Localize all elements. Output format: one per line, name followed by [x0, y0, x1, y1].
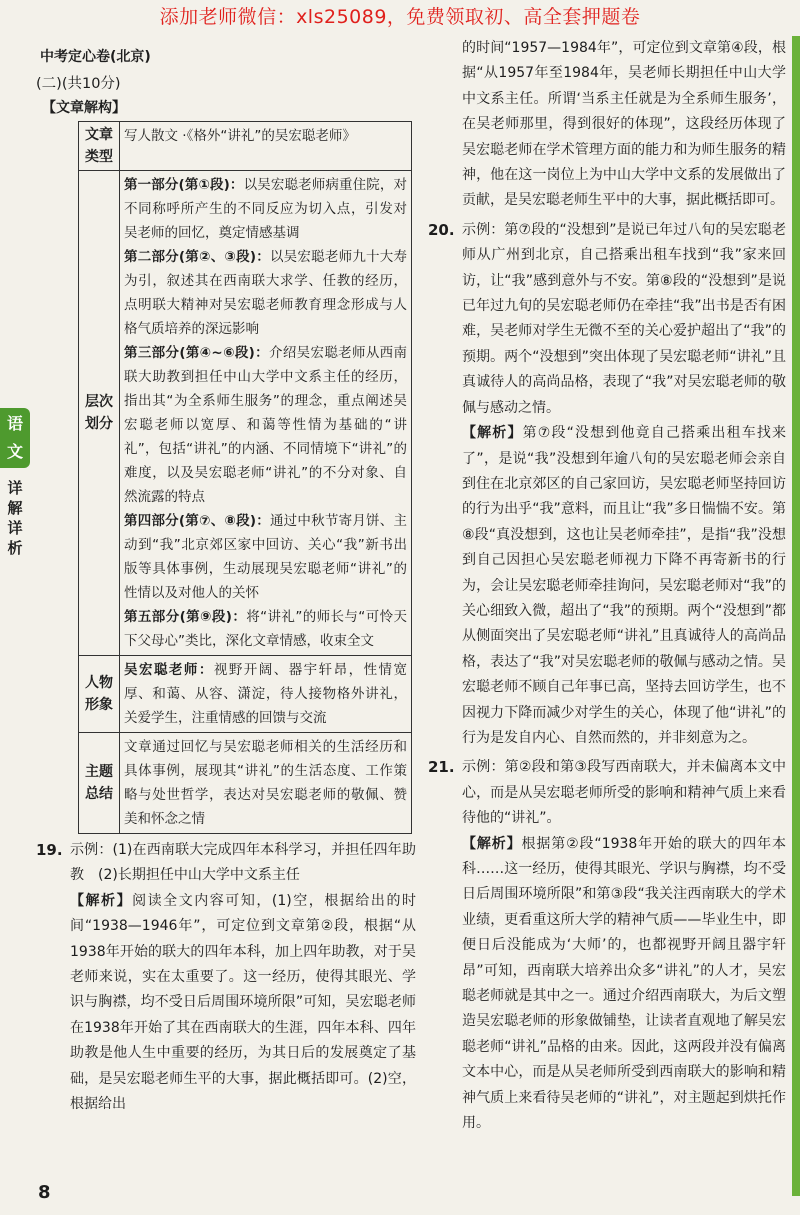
question-19-analysis: [70, 889, 416, 1118]
part-3-label: 第三部分(第④~⑥段)：: [124, 345, 270, 361]
part-5-label: 第五部分(第⑨段)：: [124, 609, 247, 625]
row-head-theme: 主题总结: [79, 733, 120, 834]
part-3: [124, 341, 407, 509]
question-19-number: 19.: [36, 841, 63, 859]
part-5: [124, 605, 407, 653]
row-value-type: [120, 122, 412, 171]
part-3-text: 介绍吴宏聪老师从西南联大助教到担任中山大学中文系主任的经历，指出其“为全系师生服务”的理念，重点阐述吴宏聪老师以宽厚、和蔼等性情为基础的“讲礼”，包括“讲礼”的内涵、不同情境下“讲礼”的难度，以及吴宏聪老师“讲礼”的不分对象、自然流露的特点: [124, 345, 408, 505]
row-value-layers: [120, 171, 412, 656]
question-20-answer: 示例：第⑦段的“没想到”是说已年过八旬的吴宏聪老师从广州到北京，自己搭乘出租车找到“我”家来回访，让“我”感到意外与不安。第⑧段的“没想到”是说已年过九旬的吴宏聪老师仍在牵挂“我”出书是否有困难，吴老师对学生无微不至的关心爱护超出了“我”的预期。两个“没想到”突出体现了吴宏聪老师“讲礼”且真诚待人的高尚品格，表现了“我”对吴宏聪老师的敬佩与感动之情。: [462, 221, 786, 416]
row-head-character: 人物形象: [79, 656, 120, 733]
question-21-number: 21.: [428, 758, 455, 777]
theme-text: 文章通过回忆与吴宏聪老师相关的生活经历和具体事例，展现其“讲礼”的生活态度、工作策略与处世哲学，表达对吴宏聪老师的敬佩、赞美和怀念之情: [124, 739, 407, 827]
structure-table: [78, 121, 412, 834]
question-19: [36, 838, 416, 1117]
part-5-text: 将“讲礼”的师长与“可怜天下父母心”类比，深化文章情感，收束全文: [124, 609, 407, 649]
page-edge-bar: [792, 36, 800, 1196]
question-21-answer: 示例：第②段和第③段写西南联大，并未偏离本文中心，而是从吴宏聪老师所受的影响和精神气质上来看待他的“讲礼”。: [462, 759, 786, 827]
row-value-character: [120, 656, 412, 733]
part-1-text: 以吴宏聪老师病重住院，对不同称呼所产生的不同反应为切入点，引发对吴老师的回忆，奠定情感基调: [124, 177, 408, 241]
section-title: (二)(共10分): [36, 76, 121, 92]
page-header: 中考定心卷(北京): [40, 49, 151, 65]
question-19-continued: [428, 36, 786, 214]
question-21-analysis-text: 根据第②段“1938年开始的联大的四年本科……这一经历，使得其眼光、学识与胸襟，均不受日后周围环境所限”和第③段“我关注西南联大的学术业绩，更看重这所大学的精神气质——毕业生中，即便日后没能成为‘大师’的，也都视野开阔且器宇轩昂”可知，西南联大培养出众多“讲礼”的人才，吴宏聪老师就是其中之一。通过介绍西南联大，为后文塑造吴宏聪老师的形象做铺垫，让读者直观地了解吴宏聪老师“讲礼”品格的由来。因此，这两段并没有偏离文本中心，而是从吴老师所受到西南联大的影响和精神气质上来看待吴老师的“讲礼”，对主题起到烘托作用。: [462, 835, 787, 1132]
question-20-number: 20.: [428, 220, 455, 239]
part-1: [124, 173, 407, 245]
subject-tab-char-1: 语: [6, 414, 23, 433]
table-row: [79, 733, 412, 834]
character-text: [124, 658, 407, 730]
structure-tag: 【文章解构】: [42, 100, 126, 116]
question-20-analysis-text: 第⑦段“没想到他竟自己搭乘出租车找来了”，是说“我”没想到年逾八旬的吴宏聪老师会亲自到住在北京郊区的自己家回访，吴宏聪老师坚持回访的行为出乎“我”意料，而且让“我”多日惴惴不安。第⑧段“真没想到，这也让吴老师牵挂”，是指“我”没想到自己因担心吴宏聪老师视力下降不再寄新书的行为，会让吴宏聪老师牵挂询问，吴宏聪老师对“我”的关心细致入微，超出了“我”的预期。两个“没想到”都从侧面突出了吴宏聪老师“讲礼”且真诚待人的高尚品格，表达了“我”对吴宏聪老师的敬佩与感动之情。吴宏聪老师不顾自己年事已高，坚持去回访学生，也不因视力下降而减少对学生的关心，体现了他“讲礼”的行为是发自内心、自然而然的，并非刻意为之。: [462, 425, 786, 746]
right-column: [428, 36, 786, 1136]
watermark-text: 添加老师微信：xls25089，免费领取初、高全套押题卷: [159, 6, 641, 28]
row-head-layers: 层次划分: [79, 171, 120, 656]
analysis-label: 【解析】: [70, 892, 133, 909]
table-row: [79, 171, 412, 656]
analysis-label: 【解析】: [462, 835, 522, 852]
character-desc: 视野开阔、器宇轩昂，性情宽厚、和蔼、从容、潇淀，待人接物格外讲礼，关爱学生，注重情感的回馈与交流: [124, 662, 408, 726]
question-19-analysis-text: 阅读全文内容可知，(1)空，根据给出的时间“1938—1946年”，可定位到文章第②段，根据“从1938年开始的联大的四年本科，加上四年助教，对于吴老师来说，实在太重要了。这一经历，使得其眼光、学识与胸襟，均不受日后周围环境所限”可知，吴宏聪老师在1938年开始了其在西南联大的生涯，四年本科、四年助教是他人生中重要的经历，为其日后的发展奠定了基础，是吴宏聪老师生平的大事，据此概括即可。(2)空，根据给出: [70, 892, 416, 1113]
row-value-theme: [120, 733, 412, 834]
part-1-label: 第一部分(第①段)：: [124, 177, 244, 193]
part-4-text: 通过中秋节寄月饼、主动到“我”北京郊区家中回访、关心“我”新书出版等具体事例，生动展现吴宏聪老师“讲礼”的性情以及对他人的关怀: [124, 513, 408, 601]
table-row: [79, 122, 412, 171]
subject-tab-char-2: 文: [6, 442, 23, 461]
side-label: 详解详析: [7, 479, 23, 557]
question-20-analysis: [462, 421, 786, 751]
part-2-text: 以吴宏聪老师九十大寿为引，叙述其在西南联大求学、任教的经历，点明联大精神对吴宏聪老师教育理念形成与人格气质培养的深远影响: [124, 249, 408, 337]
part-2: [124, 245, 407, 341]
character-label: 吴宏聪老师：: [124, 662, 214, 678]
question-19-analysis-cont: 的时间“1957—1984年”，可定位到文章第④段，根据“从1957年至1984年，吴老师长期担任中山大学中文系主任。所谓‘当系主任就是为全系师生服务’，在吴老师那里，得到很好的体现”，这段经历体现了吴宏聪老师在学术管理方面的能力和为师生服务的精神，他在这一岗位上为中山大学中文系的发展做出了贡献，是吴宏聪老师生平中的大事，据此概括即可。: [462, 40, 786, 209]
part-4-label: 第四部分(第⑦、⑧段)：: [124, 513, 270, 529]
table-row: [79, 656, 412, 733]
part-2-label: 第二部分(第②、③段)：: [124, 249, 270, 265]
question-21: [428, 755, 786, 1136]
analysis-label: 【解析】: [462, 425, 523, 442]
left-column: [36, 70, 416, 1117]
page-number: 8: [38, 1182, 51, 1203]
type-value: 写人散文 ·《格外“讲礼”的吴宏聪老师》: [124, 128, 356, 144]
row-head-type: 文章类型: [79, 122, 120, 171]
part-4: [124, 509, 407, 605]
subject-tab: [0, 408, 30, 468]
question-19-answer: 示例：(1)在西南联大完成四年本科学习，并担任四年助教 (2)长期担任中山大学中文系主任: [70, 842, 416, 884]
question-20: [428, 218, 786, 752]
question-21-analysis: [462, 832, 786, 1137]
